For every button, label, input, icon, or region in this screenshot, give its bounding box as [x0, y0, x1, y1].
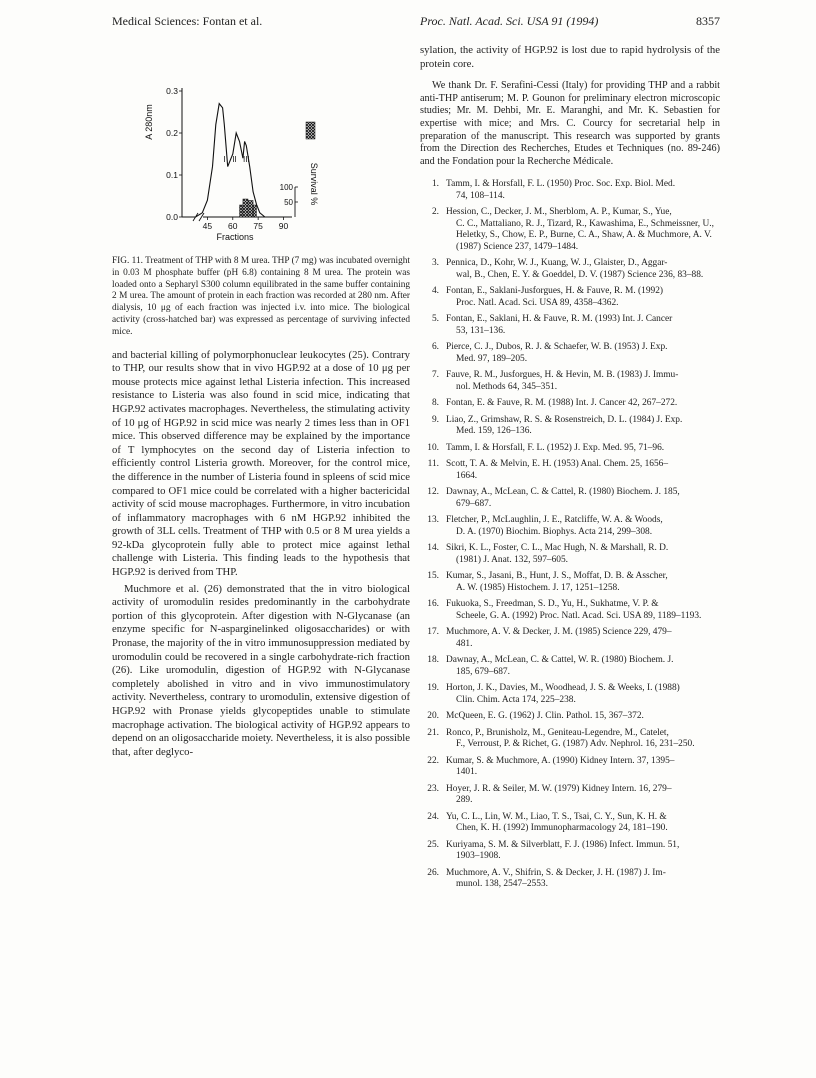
- reference-item: [420, 258, 720, 281]
- x-tick-label: 60: [228, 221, 238, 231]
- reference-item: [420, 543, 720, 566]
- reference-text: Fontan, E. & Fauve, R. M. (1988) Int. J. Cancer 42, 267–272.: [446, 398, 678, 409]
- reference-item: [420, 286, 720, 309]
- reference-item: [420, 571, 720, 594]
- right-column: [420, 44, 720, 896]
- reference-continuation: A. W. (1985) Histochem. J. 17, 1251–1258.: [456, 582, 620, 593]
- reference-item: [420, 370, 720, 393]
- reference-text: Scott, T. A. & Melvin, E. H. (1953) Anal. Chem. 25, 1656–: [446, 459, 669, 470]
- reference-text: Hession, C., Decker, J. M., Sherblom, A. P., Kumar, S., Yue,: [446, 207, 672, 218]
- running-head-left: Medical Sciences: Fontan et al.: [112, 14, 263, 28]
- x-tick-label: 45: [202, 221, 213, 231]
- reference-text: Tamm, I. & Horsfall, F. L. (1952) J. Exp. Med. 95, 71–96.: [446, 442, 665, 453]
- reference-continuation: Chen, K. H. (1992) Immunopharmacology 24, 181–190.: [456, 823, 668, 834]
- reference-continuation: (1981) J. Anat. 132, 597–605.: [456, 554, 568, 565]
- reference-number: 11.: [427, 459, 439, 470]
- y-tick-label: 0.2: [166, 128, 178, 138]
- reference-item: [420, 840, 720, 863]
- figure-11-chart: [112, 44, 410, 254]
- x-axis-label: Fractions: [216, 232, 254, 242]
- reference-item: [420, 415, 720, 438]
- reference-item: [420, 207, 720, 253]
- reference-continuation: 53, 131–136.: [456, 325, 506, 336]
- reference-continuation: Med. 159, 126–136.: [456, 426, 532, 437]
- reference-continuation: Clin. Chim. Acta 174, 225–238.: [456, 694, 576, 705]
- body-paragraph-3: sylation, the activity of HGP.92 is lost due to rapid hydrolysis of the protein core.: [420, 44, 720, 70]
- running-head-right: [420, 14, 720, 29]
- reference-continuation: 185, 679–687.: [456, 666, 510, 677]
- reference-number: 13.: [427, 515, 439, 526]
- reference-continuation: 679–687.: [456, 498, 492, 509]
- reference-item: [420, 683, 720, 706]
- y-axis-label: A 280nm: [144, 104, 154, 140]
- body-paragraph-2: Muchmore et al. (26) demonstrated that the in vitro biological activity of uromodulin resides predominantly in the carbohydrate portion of this glycoprotein. After digestion with N-Glycanase (an enzyme specific for N-asparginelinked oligosaccharides) or with Pronase, the majority of the in vitro immunosuppression mediated by uromodulin could be recovered in a single carbohydrate-rich fraction (26). Like uromodulin, digestion of HGP.92 with N-Glycanase completely abolished in vitro and in vivo immunostimulatory activity. Nevertheless, contrary to uromodulin, extensive digestion of HGP.92 with Pronase yields glycopeptides unable to stimulate macrophage activation. The biological activity of HGP.92 appears to depend on an oligosaccharide moiety. Nevertheless, it is also possible that, after deglyco-: [112, 582, 410, 758]
- reference-item: [420, 179, 720, 202]
- reference-continuation: 1401.: [456, 767, 478, 778]
- reference-continuation: F., Verroust, P. & Richet, G. (1987) Adv. Nephrol. 16, 231–250.: [456, 739, 695, 750]
- reference-number: 21.: [427, 727, 439, 738]
- reference-text: Hoyer, J. R. & Seiler, M. W. (1979) Kidney Intern. 16, 279–: [446, 783, 672, 794]
- reference-item: [420, 342, 720, 365]
- reference-number: 16.: [427, 599, 439, 610]
- survival-tick-label: 50: [284, 198, 293, 207]
- reference-number: 7.: [431, 370, 439, 381]
- reference-number: 10.: [427, 442, 439, 453]
- reference-text: Muchmore, A. V., Shifrin, S. & Decker, J. H. (1987) J. Im-: [446, 867, 666, 878]
- reference-number: 9.: [431, 414, 439, 425]
- reference-number: 8.: [431, 398, 439, 409]
- reference-continuation: C. C., Mattaliano, R. J., Tizard, R., Kawashima, E., Schmeissner, U., Heletky, S., Chow, E. P., Burne, C. A., Shaw, A. & Muchmore, A. V. (1987) Science 237, 1479–1484.: [456, 218, 714, 252]
- reference-text: Fontan, E., Saklani, H. & Fauve, R. M. (1993) Int. J. Cancer: [446, 314, 673, 325]
- reference-number: 6.: [431, 342, 439, 353]
- reference-text: Kuriyama, S. M. & Silverblatt, F. J. (1986) Infect. Immun. 51,: [446, 839, 680, 850]
- reference-number: 18.: [427, 655, 439, 666]
- reference-number: 25.: [427, 839, 439, 850]
- reference-continuation: Med. 97, 189–205.: [456, 353, 528, 364]
- reference-text: Fukuoka, S., Freedman, S. D., Yu, H., Sukhatme, V. P. &: [446, 599, 659, 610]
- y-tick-label: 0.0: [166, 212, 178, 222]
- reference-continuation: Scheele, G. A. (1992) Proc. Natl. Acad. Sci. USA 89, 1189–1193.: [456, 610, 702, 621]
- survival-axis-label: Survival %: [309, 162, 319, 206]
- reference-continuation: D. A. (1970) Biochim. Biophys. Acta 214, 299–308.: [456, 526, 653, 537]
- reference-text: Sikri, K. L., Foster, C. L., Mac Hugh, N. & Marshall, R. D.: [446, 543, 669, 554]
- reference-text: Fletcher, P., McLaughlin, J. E., Ratcliffe, W. A. & Woods,: [446, 515, 663, 526]
- reference-text: Fontan, E., Saklani-Jusforgues, H. & Fauve, R. M. (1992): [446, 286, 663, 297]
- reference-item: [420, 627, 720, 650]
- survival-tick-label: 100: [279, 183, 293, 192]
- reference-item: [420, 398, 720, 410]
- reference-item: [420, 868, 720, 891]
- reference-number: 23.: [427, 783, 439, 794]
- reference-number: 15.: [427, 571, 439, 582]
- reference-text: Horton, J. K., Davies, M., Woodhead, J. S. & Weeks, I. (1988): [446, 683, 680, 694]
- reference-number: 4.: [431, 286, 439, 297]
- reference-continuation: munol. 138, 2547–2553.: [456, 879, 548, 890]
- reference-text: Kumar, S., Jasani, B., Hunt, J. S., Moffat, D. B. & Asscher,: [446, 571, 668, 582]
- x-tick-label: 75: [253, 221, 263, 231]
- reference-text: Muchmore, A. V. & Decker, J. M. (1985) Science 229, 479–: [446, 627, 672, 638]
- reference-text: Liao, Z., Grimshaw, R. S. & Rosenstreich, D. L. (1984) J. Exp.: [446, 414, 683, 425]
- reference-text: Kumar, S. & Muchmore, A. (1990) Kidney Intern. 37, 1395–: [446, 755, 675, 766]
- journal-citation: Proc. Natl. Acad. Sci. USA 91 (1994): [420, 14, 599, 28]
- reference-continuation: nol. Methods 64, 345–351.: [456, 381, 558, 392]
- y-tick-label: 0.3: [166, 86, 178, 96]
- figure-caption: FIG. 11. Treatment of THP with 8 M urea. THP (7 mg) was incubated overnight in 0.03 M phosphate buffer (pH 6.8) containing 8 M urea. The protein was loaded onto a Sepharyl S300 column equilibrated in the same buffer containing 2 M urea. The amount of protein in each fraction was recorded at 280 nm. After dialysis, 10 μg of each fraction was injected i.v. into mice. The biological activity (cross-hatched bar) was expressed as percentage of surviving infected mice.: [112, 256, 410, 337]
- reference-number: 17.: [427, 627, 439, 638]
- reference-item: [420, 459, 720, 482]
- reference-number: 22.: [427, 755, 439, 766]
- reference-text: Yu, C. L., Lin, W. M., Liao, T. S., Tsai, C. Y., Sun, K. H. &: [446, 811, 667, 822]
- peak-label: II: [232, 155, 237, 164]
- peak-label: III: [242, 155, 250, 164]
- reference-continuation: Proc. Natl. Acad. Sci. USA 89, 4358–4362.: [456, 297, 619, 308]
- reference-continuation: 74, 108–114.: [456, 190, 505, 201]
- reference-item: [420, 599, 720, 622]
- reference-text: Pennica, D., Kohr, W. J., Kuang, W. J., Glaister, D., Aggar-: [446, 258, 668, 269]
- reference-number: 26.: [427, 867, 439, 878]
- reference-continuation: 289.: [456, 795, 473, 806]
- reference-number: 24.: [427, 811, 439, 822]
- survival-bar: [243, 199, 248, 217]
- reference-item: [420, 443, 720, 455]
- reference-text: Ronco, P., Brunisholz, M., Geniteau-Legendre, M., Catelet,: [446, 727, 669, 738]
- reference-number: 14.: [427, 543, 439, 554]
- reference-text: Tamm, I. & Horsfall, F. L. (1950) Proc. Soc. Exp. Biol. Med.: [446, 179, 676, 190]
- reference-item: [420, 515, 720, 538]
- reference-item: [420, 784, 720, 807]
- reference-number: 2.: [431, 207, 439, 218]
- absorbance-line: [196, 104, 265, 217]
- reference-number: 3.: [431, 258, 439, 269]
- reference-text: Dawnay, A., McLean, C. & Cattel, W. R. (1980) Biochem. J.: [446, 655, 674, 666]
- reference-item: [420, 655, 720, 678]
- legend-swatch: [306, 122, 315, 139]
- reference-continuation: wal, B., Chen, E. Y. & Goeddel, D. V. (1987) Science 236, 83–88.: [456, 269, 704, 280]
- survival-bar: [253, 205, 256, 217]
- body-paragraph-1: and bacterial killing of polymorphonuclear leukocytes (25). Contrary to THP, our results show that in vivo HGP.92 at a dose of 10 μg per mouse protects mice against lethal Listeria infection. This increased resistance to Listeria was also found in scid mice, indicating that HGP.92 activates macrophages. Nevertheless, the stimulating activity of 10 μg of HGP.92 in scid mice was nearly 2 times less than in OF1 mice. This observed difference may be explained by the importance of T lymphocytes on the second day of Listeria infection to efficiently control Listeria growth. Moreover, for the control mice, the difference in the number of Listeria found in spleens of scid mice compared to OF1 mice could be correlated with a higher bactericidal activity of scid mouse macrophages. Furthermore, in vitro incubation of inflammatory macrophages with 6 nM HGP.92 inhibited the growth of 3LL cells. Treatment of THP with 0.5 or 8 M urea yields a 92-kDa glycoprotein fully able to protect mice against lethal challenge with Listeria. This finding leads to the hypothesis that HGP.92 is derived from THP.: [112, 348, 410, 579]
- reference-text: Pierce, C. J., Dubos, R. J. & Schaefer, W. B. (1953) J. Exp.: [446, 342, 668, 353]
- reference-item: [420, 487, 720, 510]
- survival-bar: [248, 201, 253, 218]
- reference-item: [420, 711, 720, 723]
- reference-number: 5.: [431, 314, 439, 325]
- reference-number: 12.: [427, 487, 439, 498]
- reference-text: Fauve, R. M., Jusforgues, H. & Hevin, M. B. (1983) J. Immu-: [446, 370, 679, 381]
- reference-continuation: 1903–1908.: [456, 851, 501, 862]
- reference-item: [420, 756, 720, 779]
- reference-number: 19.: [427, 683, 439, 694]
- reference-item: [420, 728, 720, 751]
- reference-continuation: 481.: [456, 638, 473, 649]
- peak-label: I: [223, 155, 226, 164]
- reference-text: McQueen, E. G. (1962) J. Clin. Pathol. 15, 367–372.: [446, 711, 644, 722]
- acknowledgment: We thank Dr. F. Serafini-Cessi (Italy) for providing THP and a rabbit anti-THP antiserum; M. P. Gounon for preliminary electron microscopic studies; Mr. M. Dehbi, Mr. E. Maranghi, and Mr. K. Sebastien for expertise with mice; and Mrs. C. Courcy for secretarial help in preparation of the manuscript. This research was supported by grants from the Direction des Recherches, Etudes et Techniques (no. 89-246) and the Fondation pour la Recherche Médicale.: [420, 80, 720, 167]
- reference-list: [420, 179, 720, 891]
- left-column: [112, 44, 410, 759]
- reference-number: 1.: [431, 179, 439, 190]
- reference-continuation: 1664.: [456, 470, 478, 481]
- reference-item: [420, 314, 720, 337]
- y-tick-label: 0.1: [166, 170, 178, 180]
- x-tick-label: 90: [278, 221, 289, 231]
- reference-text: Dawnay, A., McLean, C. & Cattel, R. (1980) Biochem. J. 185,: [446, 487, 680, 498]
- survival-bar: [240, 205, 243, 217]
- reference-number: 20.: [427, 711, 439, 722]
- page-number: 8357: [696, 14, 720, 28]
- reference-item: [420, 812, 720, 835]
